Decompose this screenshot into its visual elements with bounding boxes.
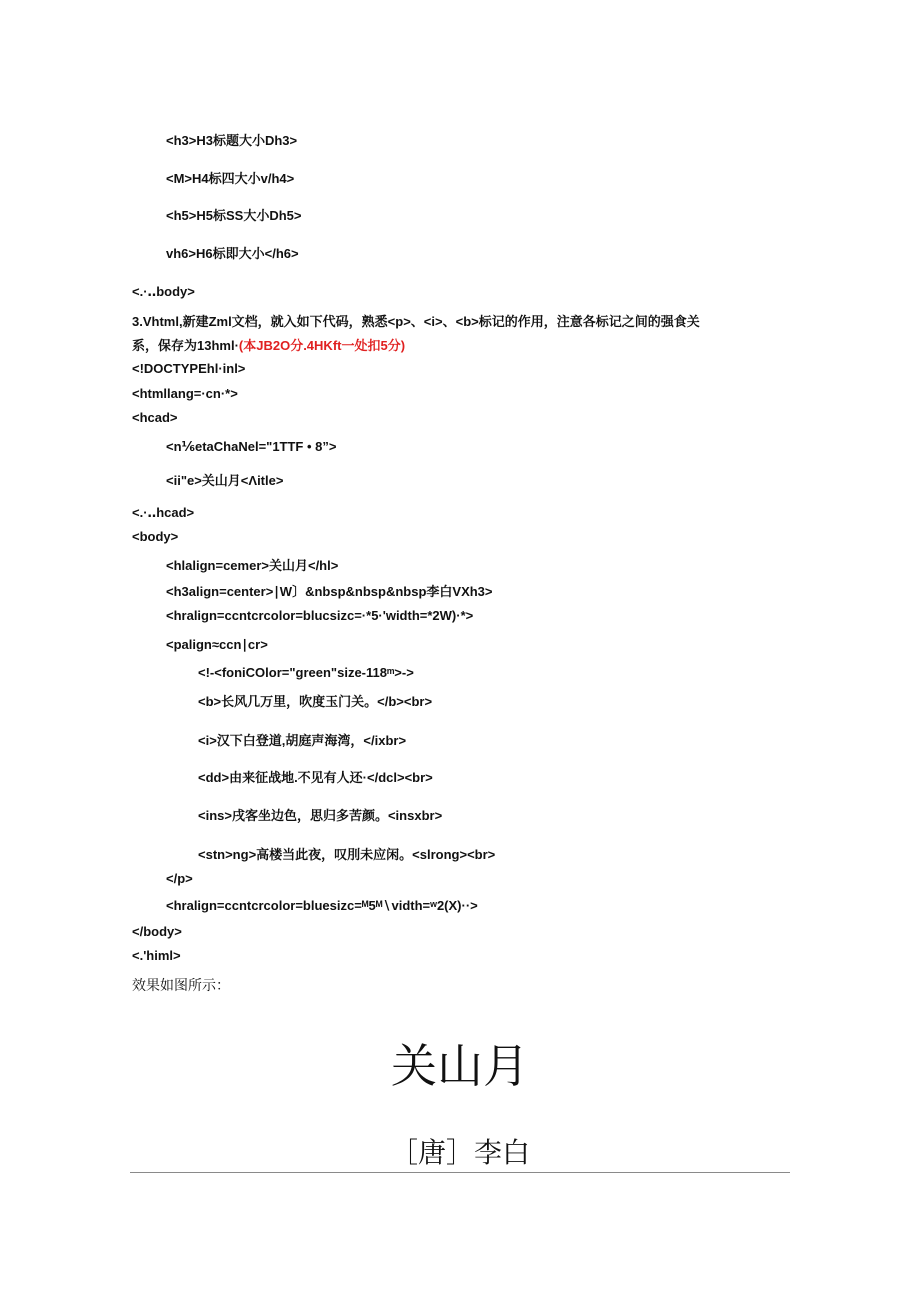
code-line-p-open: <palign≈ccn∣cr> [166,637,268,652]
code-line-body-open: <body> [132,529,179,544]
code-line-doctype: <!DOCTYPEhl·inl> [132,361,246,376]
code-line-meta: <n⅙etaChaNel="1TTF • 8”> [166,439,337,454]
preview-poem-title: 关山月 [391,1039,529,1093]
code-line-body-end: </body> [132,924,182,939]
code-line-html-open: <htmllang=·cn·*> [132,386,238,401]
code-line-title: <ii"e>关山月<Λitle> [166,473,284,488]
code-line-h3: <h3>H3标题大小Dh3> [166,133,298,148]
code-line-p-close: </p> [166,871,193,886]
code-line-strong: <stn>ng>高楼当此夜，叹刖未应闲。<slrong><br> [198,847,496,862]
code-line-h4: <M>H4标四大小v/h4> [166,171,295,186]
code-line-h1: <hlalign=cemer>关山月</hl> [166,558,339,573]
code-line-head-close: <.·‥hcad> [132,505,195,520]
task-scoring-note: (本JB2O分.4HKft一处扣5分) [238,338,406,353]
code-line-h5: <h5>H5标SS大小Dh5> [166,208,302,223]
preview-poem-author: ［唐］李白 [389,1136,530,1169]
code-line-dd: <dd>由来征战地.不见有人还·</dcl><br> [198,770,433,785]
task-save-as: 系，保存为13hml· [132,338,239,353]
code-line-body-close: <.·‥body> [132,284,195,299]
code-line-h3-author: <h3align=center>∣W〕&nbsp&nbsp&nbsp李白VXh3> [166,584,493,599]
code-line-comment-font: <!-<foniCOlor="green"size-118ᵐ>-> [198,665,414,680]
task-instruction-line1: 3.Vhtml,新建Zml文档，就入如下代码，熟悉<p>、<i>、<b>标记的作用，注意各标记之间的强食关 [132,314,700,329]
code-line-head-open: <hcad> [132,410,178,425]
code-line-hr-2: <hralign=ccntcrcolor=bluesizc=ᴹ5ᴹ∖vidth=ʷ2(X)··> [166,898,478,913]
code-line-html-end: <.'himl> [132,948,181,963]
code-line-b: <b>长风几万里，吹度玉门关。</b><br> [198,694,433,709]
task-instruction-line2 [132,337,405,355]
code-line-ins: <ins>戌客坐边色，思归多苦颜。<insxbr> [198,808,443,823]
code-line-hr-1: <hralign=ccntcrcolor=blucsizc=·*5·'width=*2W)·*> [166,608,474,623]
effect-label: 效果如图所示： [132,978,230,994]
preview-horizontal-rule [130,1172,790,1173]
code-line-i: <i>汉下白登道,胡庭声海湾，</ixbr> [198,733,407,748]
code-line-h6: vh6>H6标即大小</h6> [166,246,299,261]
